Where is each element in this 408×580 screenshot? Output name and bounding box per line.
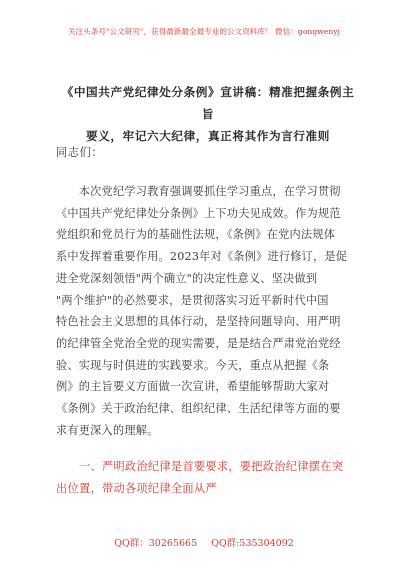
document-title (58, 81, 358, 147)
section-heading (56, 456, 358, 500)
footer-qq-right: QQ群:535304092 (211, 538, 294, 549)
section-heading-line-2: 出位置，带动各项纪律全面从严 (56, 482, 217, 495)
body-line: 系中发挥着重要作用。2023年对《条例》进行修订，是促 (56, 250, 348, 264)
salutation: 同志们： (56, 146, 104, 159)
body-line: 《条例》关于政治纪律、组织纪律、生活纪律等方面的要 (56, 402, 341, 416)
body-line: 求有更深入的理解。 (56, 423, 159, 437)
body-line: 党组织和党员行为的基础性法规，《条例》在党内法规体 (56, 228, 336, 242)
body-paragraph (56, 181, 358, 441)
header-notice: 关注头条号"公文研究"，获得最新最全最专业的公文资料库！ 微信：gongwenyj (67, 27, 341, 36)
document-title-line-2: 要义，牢记六大纪律，真正将其作为言行准则 (86, 129, 330, 143)
body-line: 的纪律管全党治全党的现实需要，是是结合严肃党治党经 (56, 336, 341, 350)
body-line: 例》的主旨要义方面做一次宣讲，希望能够帮助大家对 (56, 380, 330, 394)
body-line: 进全党深刻领悟"两个确立"的决定性意义、坚决做到 (56, 271, 318, 285)
body-line: "两个维护"的必然要求，是贯彻落实习近平新时代中国 (56, 293, 329, 307)
section-heading-line-1: 一、严明政治纪律是首要要求，要把政治纪律摆在突 (56, 460, 344, 473)
footer-qq-groups (0, 535, 408, 549)
body-line: 本次党纪学习教育强调要抓住学习重点，在学习贯彻 (56, 185, 341, 198)
body-line: 特色社会主义思想的具体行动，是坚持问题导向、用严明 (56, 315, 341, 329)
body-line: 验、实现与时俱进的实践要求。今天，重点从把握《条 (56, 358, 330, 372)
footer-qq-left: QQ群：30265665 (114, 538, 198, 549)
document-title-line-1: 《中国共产党纪律处分条例》宣讲稿：精准把握条例主旨 (61, 85, 355, 121)
body-line: 《中国共产党纪律处分条例》上下功夫见成效。作为规范 (56, 206, 341, 220)
